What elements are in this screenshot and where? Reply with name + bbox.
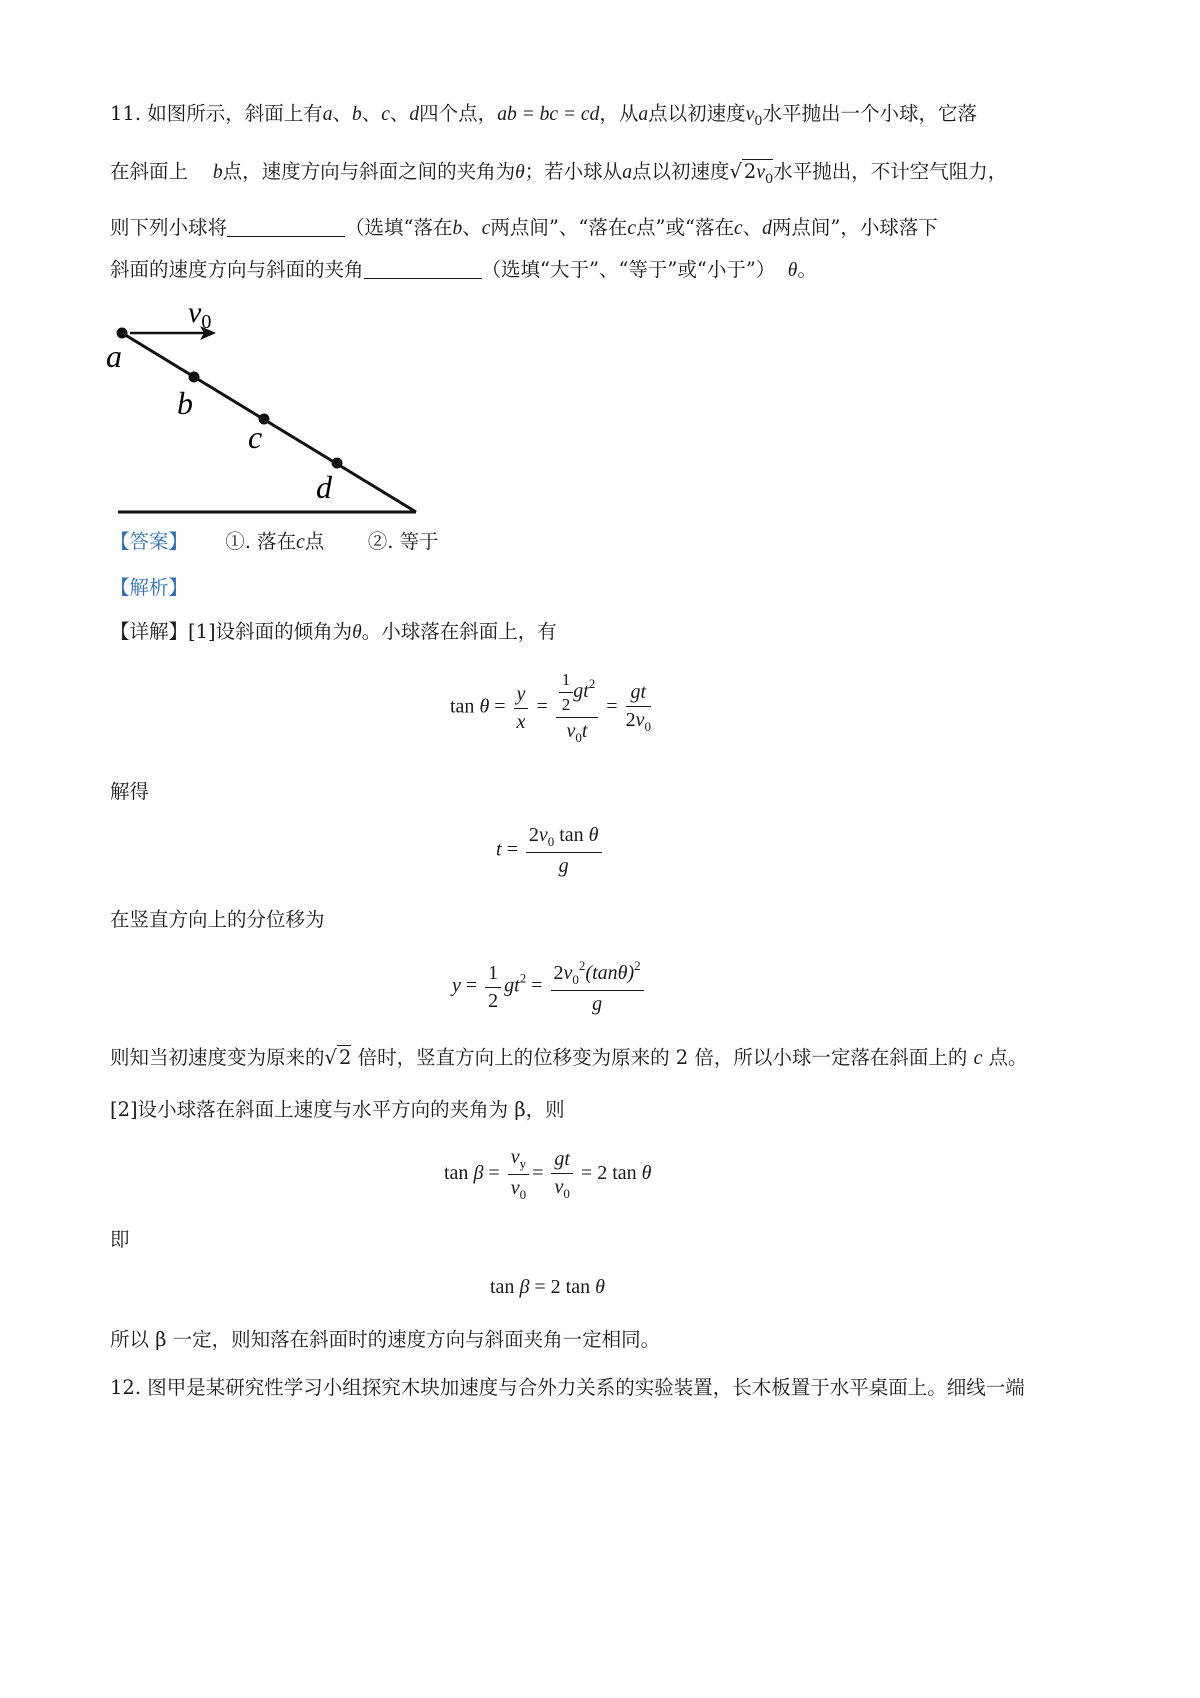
q11-line-2: 在斜面上 b点，速度方向与斜面之间的夹角为θ；若小球从a点以初速度√ $2v_0$水平抛出，不计空气阻力， [110, 160, 1008, 187]
solve-label: 解得 [110, 780, 150, 803]
q11-line-3: 则下列小球将 （选填“落在b、c两点间”、“落在c点”或“落在c、d两点间”，小球落下 [110, 216, 938, 239]
equation-displacement: y = $\frac{1}{2}$ $gt^2$ = $\frac{2v_0^2(\tan\theta)^2}{g}$ [452, 958, 647, 1016]
vertical-label: 在竖直方向上的分位移为 [110, 908, 325, 931]
analysis-line [110, 574, 188, 602]
final-conclusion: 所以 β 一定，则知落在斜面时的速度方向与斜面夹角一定相同。 [110, 1328, 661, 1351]
label-a: a [106, 338, 122, 374]
equation-tan-beta: tan β = $\frac{v_y}{v_0}$ = $\frac{gt}{v_0}$ = 2 tan θ [444, 1146, 652, 1202]
analysis-tag: 【解析】 [110, 576, 189, 599]
part2-intro: [2]设小球落在斜面上速度与水平方向的夹角为 β，则 [110, 1098, 565, 1121]
detail-intro: 【详解】[1]设斜面的倾角为θ。小球落在斜面上，有 [110, 620, 557, 643]
incline-line [122, 333, 416, 512]
point-a [117, 328, 128, 339]
label-b: b [177, 385, 193, 421]
answer-blank-1[interactable] [227, 216, 345, 237]
ji-label: 即 [110, 1228, 130, 1251]
label-d: d [316, 469, 332, 505]
answer-blank-2[interactable] [364, 258, 482, 279]
q12-line: 12. 图甲是某研究性学习小组探究木块加速度与合外力关系的实验装置，长木板置于水平桌面上。细线一端 [110, 1376, 1025, 1399]
equation-tan-theta: tan θ = $\frac{y}{x}$ = $\frac{1}{2}$ $gt^2$ $v_0t$ = $\frac{gt}{2v_0}$ [450, 670, 651, 745]
label-c: c [248, 419, 263, 455]
v0-label: $v_0$ [188, 296, 212, 333]
conclusion-1: 则知当初速度变为原来的√ 2 倍时，竖直方向上的位移变为原来的 2 倍，所以小球一定落在斜面上的 c 点。 [110, 1046, 1028, 1069]
answer-tag: 【答案】 [110, 530, 189, 553]
answer-line: 【答案】 ①. 落在c点 ②. 等于 [110, 530, 439, 553]
q11-line-4: 斜面的速度方向与斜面的夹角 （选填“大于”、“等于”或“小于”） θ。 [110, 258, 817, 281]
point-d [332, 458, 343, 469]
point-b [189, 372, 200, 383]
equation-time: t = $\frac{2v_0 \tan \theta}{g}$ [496, 824, 605, 878]
q11-line-1: 11. 如图所示，斜面上有a、b、c、d四个点，ab = bc = cd，从a点以初速度$v_0$水平抛出一个小球，它落 [110, 102, 978, 129]
incline-figure [100, 290, 460, 530]
equation-final: tan β = 2 tan θ [490, 1276, 605, 1298]
